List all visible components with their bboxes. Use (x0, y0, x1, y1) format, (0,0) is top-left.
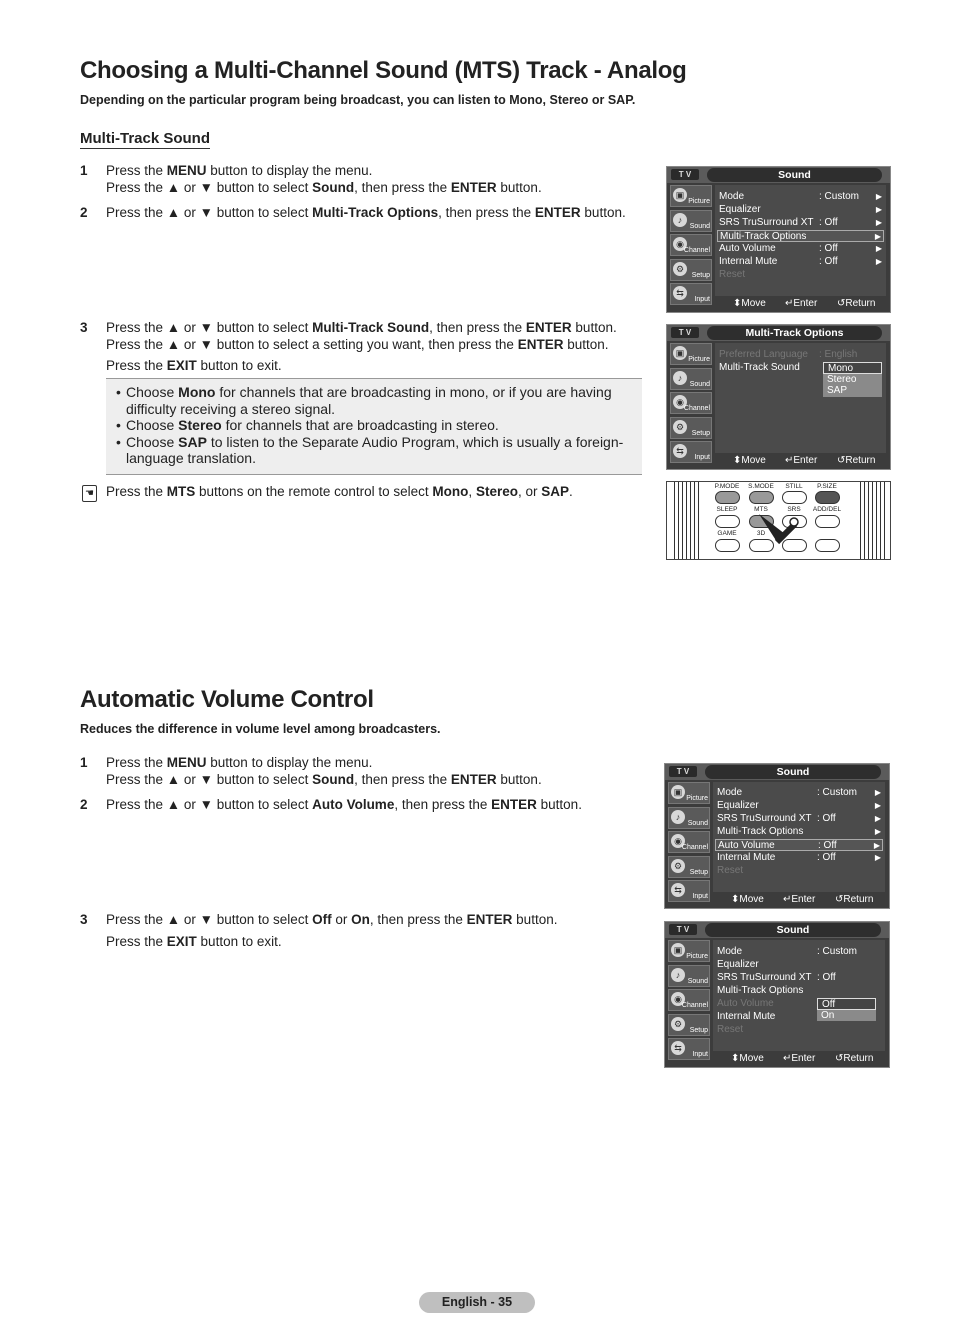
setup-icon: ⚙ (671, 1017, 685, 1031)
menu-row-equalizer[interactable]: Equalizer ▶ (717, 800, 881, 811)
menu-row-reset[interactable]: Reset (719, 269, 746, 280)
osd-nav-bar: ⬍ Move ↵ Enter ↺ Return (733, 298, 876, 309)
sound-icon: ♪ (671, 968, 685, 982)
smode-button[interactable] (749, 491, 774, 504)
channel-icon: ◉ (673, 395, 687, 409)
step-number: 3 (80, 320, 88, 335)
input-icon: ⇆ (671, 1041, 685, 1055)
side-picture[interactable]: ▣ Picture (668, 782, 710, 804)
menu-row-reset[interactable]: Reset (717, 865, 744, 876)
section2-title: Automatic Volume Control (80, 686, 374, 713)
side-input[interactable]: ⇆ Input (668, 1038, 710, 1060)
step-number: 2 (80, 205, 88, 220)
menu-row-equalizer[interactable]: Equalizer ▶ (719, 204, 882, 215)
mts-memo: Press the MTS buttons on the remote control to select Mono, Stereo, or SAP. (106, 484, 573, 499)
option-mono[interactable]: Mono (823, 362, 882, 374)
tv-label: T V (669, 924, 697, 935)
sound-icon: ♪ (673, 371, 687, 385)
section2-subtitle: Reduces the difference in volume level among broadcasters. (80, 722, 441, 736)
option-stereo[interactable]: Stereo (827, 373, 857, 385)
step-number: 3 (80, 912, 88, 927)
pointing-hand-icon (757, 512, 817, 558)
menu-row-multi-track-options[interactable]: Multi-Track Options ▶ (717, 230, 884, 242)
osd-auto-volume-options (664, 921, 890, 1068)
label-smode: S.MODE (748, 483, 774, 490)
side-sound[interactable]: ♪ Sound (668, 965, 710, 987)
option-sap[interactable]: SAP (827, 385, 848, 396)
input-icon: ⇆ (671, 883, 685, 897)
menu-row-preferred-language[interactable]: Preferred Language : English (719, 349, 858, 360)
section1-subtitle: Depending on the particular program being broadcast, you can listen to Mono, Stereo or SAP. (80, 93, 636, 107)
menu-row-equalizer[interactable]: Equalizer (717, 959, 759, 970)
page-number: English - 35 (419, 1292, 535, 1313)
channel-icon: ◉ (671, 834, 685, 848)
option-on[interactable]: On (821, 1009, 835, 1021)
menu-row-auto-volume[interactable]: Auto Volume : Off ▶ (715, 839, 883, 851)
side-input[interactable]: ⇆ Input (670, 441, 712, 463)
label-3d: 3D (756, 530, 766, 537)
note-sap: • Choose SAP to listen to the Separate Audio Program, which is usually a foreign- language translation. (116, 433, 624, 467)
osd-sound-menu-1 (666, 166, 891, 313)
side-channel[interactable]: ◉ Channel (668, 989, 710, 1011)
menu-row-srs[interactable]: SRS TruSurround XT : Off ▶ (717, 813, 881, 824)
label-pmode: P.MODE (714, 483, 740, 490)
side-picture[interactable]: ▣ Picture (670, 343, 712, 365)
step-number: 2 (80, 797, 88, 812)
sleep-button[interactable] (715, 515, 740, 528)
label-still: STILL (785, 483, 803, 490)
mts-options-list (823, 362, 882, 397)
psize-button[interactable] (815, 491, 840, 504)
menu-row-internal-mute[interactable]: Internal Mute : Off ▶ (717, 852, 881, 863)
menu-row-mode[interactable]: Mode : Custom ▶ (719, 191, 882, 202)
label-psize: P.SIZE (817, 483, 837, 490)
still-button[interactable] (782, 491, 807, 504)
sound-icon: ♪ (671, 810, 685, 824)
tv-label: T V (671, 327, 699, 338)
picture-icon: ▣ (673, 188, 687, 202)
picture-icon: ▣ (671, 943, 685, 957)
menu-row-srs[interactable]: SRS TruSurround XT : Off ▶ (719, 217, 882, 228)
side-setup[interactable]: ⚙ Setup (670, 259, 712, 281)
side-picture[interactable]: ▣ Picture (670, 185, 712, 207)
option-off[interactable]: Off (817, 998, 876, 1010)
osd-sound-menu-2 (664, 763, 890, 909)
tv-label: T V (671, 169, 699, 180)
side-setup[interactable]: ⚙ Setup (668, 1014, 710, 1036)
menu-title: Multi-Track Options (707, 326, 882, 340)
tv-label: T V (669, 766, 697, 777)
side-input[interactable]: ⇆ Input (670, 283, 712, 305)
setup-icon: ⚙ (673, 420, 687, 434)
menu-row-reset[interactable]: Reset (717, 1024, 744, 1035)
side-sound[interactable]: ♪ Sound (670, 368, 712, 390)
picture-icon: ▣ (673, 346, 687, 360)
side-channel[interactable]: ◉ Channel (670, 234, 712, 256)
picture-icon: ▣ (671, 785, 685, 799)
menu-title: Sound (705, 923, 881, 937)
osd-nav-bar: ⬍ Move ↵ Enter ↺ Return (731, 894, 874, 905)
sound-icon: ♪ (673, 213, 687, 227)
channel-icon: ◉ (671, 992, 685, 1006)
step-number: 1 (80, 163, 88, 178)
pmode-button[interactable] (715, 491, 740, 504)
side-input[interactable]: ⇆ Input (668, 880, 710, 902)
menu-row-auto-volume[interactable]: Auto Volume : Off ▶ (719, 243, 882, 254)
note-mono: • Choose Mono for channels that are broadcasting in mono, or if you are having difficulty receiving a stereo signal. (116, 384, 612, 417)
side-sound[interactable]: ♪ Sound (668, 807, 710, 829)
osd-nav-bar: ⬍ Move ↵ Enter ↺ Return (731, 1053, 874, 1064)
menu-row-multi-track-options[interactable]: Multi-Track Options (717, 985, 804, 996)
side-channel[interactable]: ◉ Channel (668, 831, 710, 853)
osd-nav-bar: ⬍ Move ↵ Enter ↺ Return (733, 455, 876, 466)
label-game: GAME (717, 530, 737, 537)
label-sleep: SLEEP (716, 506, 738, 513)
remote-button[interactable] (815, 539, 840, 552)
label-adddel: ADD/DEL (812, 506, 842, 513)
side-picture[interactable]: ▣ Picture (668, 940, 710, 962)
notes-box (106, 378, 642, 475)
adddel-button[interactable] (815, 515, 840, 528)
side-sound[interactable]: ♪ Sound (670, 210, 712, 232)
game-button[interactable] (715, 539, 740, 552)
input-icon: ⇆ (673, 444, 687, 458)
step-number: 1 (80, 755, 88, 770)
menu-row-internal-mute[interactable]: Internal Mute (717, 1011, 776, 1022)
label-mts: MTS (754, 506, 768, 513)
side-setup[interactable]: ⚙ Setup (670, 417, 712, 439)
menu-row-internal-mute[interactable]: Internal Mute : Off ▶ (719, 256, 882, 267)
label-srs: SRS (787, 506, 801, 513)
note-stereo: • Choose Stereo for channels that are broadcasting in stereo. (116, 417, 499, 434)
side-setup[interactable]: ⚙ Setup (668, 856, 710, 878)
menu-row-mode[interactable]: Mode : Custom (717, 946, 858, 957)
remote-control-illustration (666, 481, 891, 560)
multi-track-sound-heading: Multi-Track Sound (80, 130, 211, 147)
side-channel[interactable]: ◉ Channel (670, 392, 712, 414)
input-icon: ⇆ (673, 286, 687, 300)
channel-icon: ◉ (673, 237, 687, 251)
setup-icon: ⚙ (673, 262, 687, 276)
menu-row-multi-track-sound[interactable]: Multi-Track Sound (719, 362, 800, 373)
hand-memo-icon: ☚ (82, 485, 97, 502)
menu-title: Sound (705, 765, 881, 779)
section1-title: Choosing a Multi-Channel Sound (MTS) Track - Analog (80, 57, 687, 84)
menu-row-mode[interactable]: Mode : Custom ▶ (717, 787, 881, 798)
menu-title: Sound (707, 168, 882, 182)
menu-row-auto-volume[interactable]: Auto Volume (717, 998, 774, 1009)
menu-row-multi-track-options[interactable]: Multi-Track Options ▶ (717, 826, 881, 837)
osd-multi-track-options (666, 324, 891, 470)
auto-volume-options-list (817, 998, 876, 1021)
setup-icon: ⚙ (671, 859, 685, 873)
menu-row-srs[interactable]: SRS TruSurround XT : Off (717, 972, 836, 983)
